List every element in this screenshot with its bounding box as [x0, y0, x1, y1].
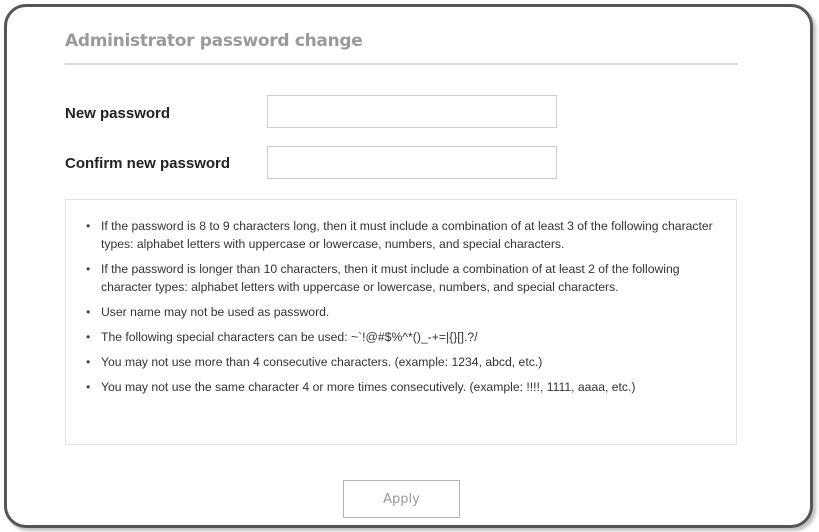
rule-text: User name may not be used as password.: [101, 305, 330, 319]
rule-item: [86, 353, 721, 371]
dialog-frame: [4, 4, 813, 528]
confirm-password-label: Confirm new password: [65, 155, 231, 172]
new-password-input[interactable]: [267, 95, 557, 128]
rule-text: The following special characters can be used: ~`!@#$%^*()_-+=|{}[].?/: [101, 330, 478, 344]
bullet-icon: •: [86, 262, 91, 276]
panel-title: Administrator password change: [65, 31, 363, 51]
new-password-label: New password: [65, 105, 171, 122]
rule-item: [86, 378, 721, 396]
rule-text: If the password is longer than 10 characters, then it must include a combination of at least 2 of the following character types: alphabet letters with uppercase or lowercase, numbers, and special characters.: [101, 262, 680, 294]
rule-item: [86, 328, 721, 346]
apply-button[interactable]: Apply: [343, 480, 460, 518]
bullet-icon: •: [86, 330, 91, 344]
rule-item: [86, 260, 721, 296]
confirm-password-input[interactable]: [267, 146, 557, 179]
password-rules-list: [66, 200, 736, 396]
rule-text: You may not use the same character 4 or more times consecutively. (example: !!!!, 1111, aaaa, etc.): [101, 380, 636, 394]
bullet-icon: •: [86, 380, 91, 394]
bullet-icon: •: [86, 355, 91, 369]
rule-item: [86, 303, 721, 321]
rule-text: If the password is 8 to 9 characters long, then it must include a combination of at least 3 of the following character types: alphabet letters with uppercase or lowercase, numbers, and special characters.: [101, 219, 713, 251]
bullet-icon: •: [86, 305, 91, 319]
bullet-icon: •: [86, 219, 91, 233]
title-divider: [65, 63, 738, 65]
rule-text: You may not use more than 4 consecutive characters. (example: 1234, abcd, etc.): [101, 355, 543, 369]
password-rules-box: [65, 199, 737, 445]
rule-item: [86, 217, 721, 253]
